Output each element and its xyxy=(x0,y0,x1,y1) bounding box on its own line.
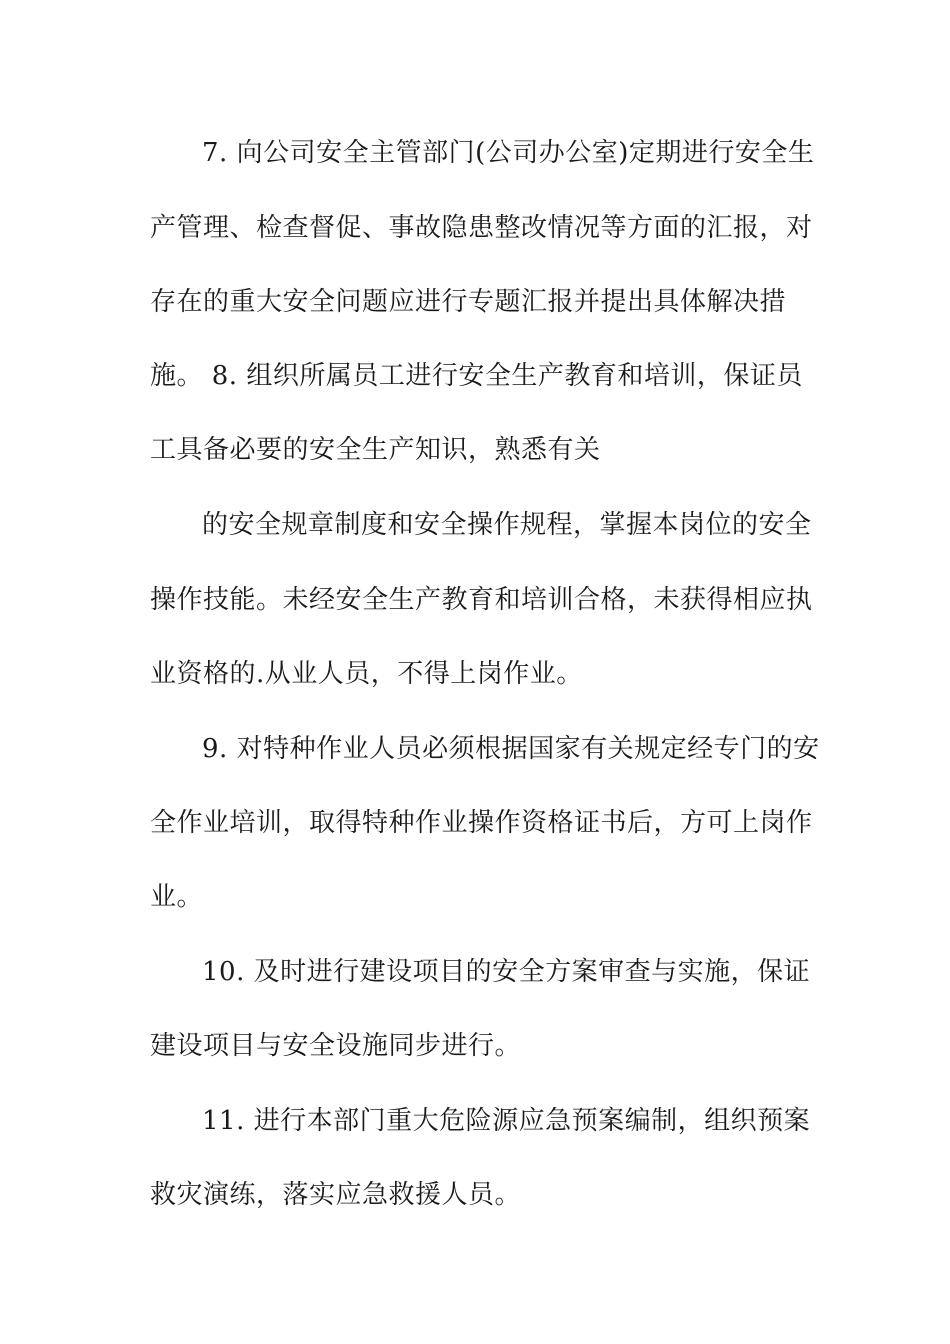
text-line: 7. 向公司安全主管部门(公司办公室)定期进行安全生 xyxy=(202,138,815,168)
text-line: 操作技能。未经安全生产教育和培训合格，未获得相应执 xyxy=(150,585,813,615)
text-line: 工具备必要的安全生产知识，熟悉有关 xyxy=(150,435,601,465)
text-line: 业。 xyxy=(150,882,204,912)
text-line: 建设项目与安全设施同步进行。 xyxy=(150,1031,522,1061)
text-line: 业资格的.从业人员，不得上岗作业。 xyxy=(150,659,583,689)
text-line: 11. 进行本部门重大危险源应急预案编制，组织预案 xyxy=(202,1106,811,1136)
text-line: 10. 及时进行建设项目的安全方案审查与实施，保证 xyxy=(202,957,811,987)
text-line: 施。 8. 组织所属员工进行安全生产教育和培训，保证员 xyxy=(150,361,803,391)
text-line: 的安全规章制度和安全操作规程，掌握本岗位的安全 xyxy=(202,510,812,540)
text-line: 救灾演练，落实应急救援人员。 xyxy=(150,1180,522,1210)
text-line: 全作业培训，取得特种作业操作资格证书后，方可上岗作 xyxy=(150,808,813,838)
text-line: 9. 对特种作业人员必须根据国家有关规定经专门的安 xyxy=(202,734,820,764)
text-line: 产管理、检查督促、事故隐患整改情况等方面的汇报，对 xyxy=(150,213,813,243)
text-line: 存在的重大安全问题应进行专题汇报并提出具体解决措 xyxy=(150,287,787,317)
